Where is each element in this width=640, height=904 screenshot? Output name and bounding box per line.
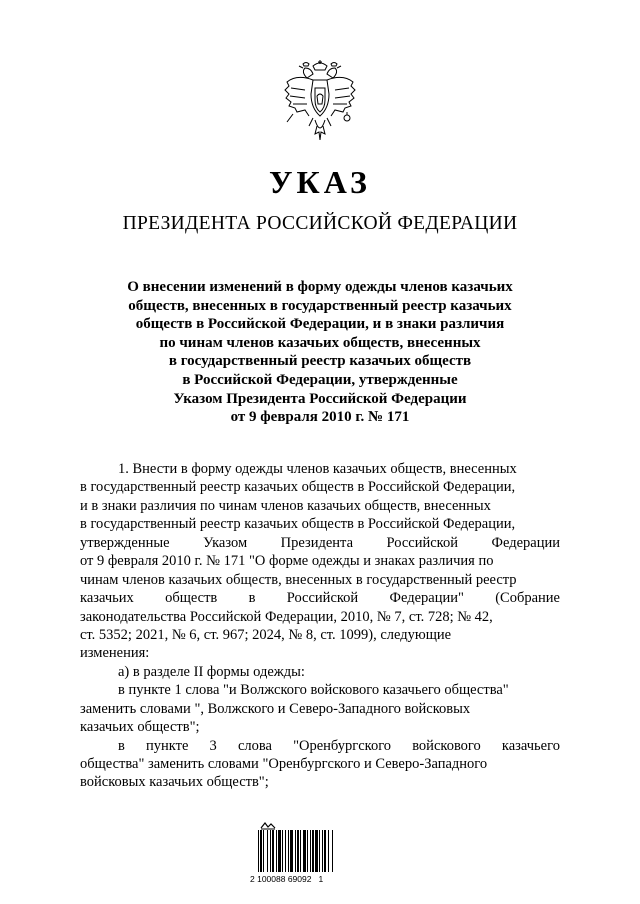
body-line: войсковых казачьих обществ"; — [80, 774, 269, 791]
body-line — [80, 589, 560, 607]
word: войскового — [412, 737, 481, 754]
word: Российской — [286, 590, 359, 607]
body-line: общества" заменить словами "Оренбургского и Северо-Западного — [80, 756, 488, 772]
decree-heading — [90, 278, 550, 427]
word: пункте — [146, 737, 189, 754]
word: казачьих — [80, 590, 134, 607]
body-line: чинам членов казачьих обществ, внесенных в государственный реестр — [80, 571, 517, 588]
heading-line: от 9 февраля 2010 г. № 171 — [230, 409, 410, 426]
body-line: законодательства Российской Федерации, 2010, № 7, ст. 728; № 42, — [80, 608, 493, 625]
body-line: 1. Внести в форму одежды членов казачьих обществ, внесенных — [118, 461, 517, 477]
body-line — [80, 737, 560, 755]
body-line: и в знаки различия по чинам членов казачьих обществ, внесенных — [80, 497, 491, 514]
heading-line: обществ в Российской Федерации, и в знаки различия — [135, 316, 505, 333]
word: в — [248, 590, 256, 607]
heading-line: в Российской Федерации, утвержденные — [182, 371, 458, 388]
heading-line: в государственный реестр казачьих обществ — [168, 353, 472, 370]
body-line: ст. 5352; 2021, № 6, ст. 967; 2024, № 8, ст. 1099), следующие — [80, 626, 452, 643]
body-line: в государственный реестр казачьих обществ в Российской Федерации, — [80, 479, 516, 496]
printing-house-logo-icon — [260, 822, 276, 830]
heading-line: О внесении изменений в форму одежды членов казачьих — [127, 279, 513, 295]
word: Федерации — [491, 534, 560, 551]
word: Российской — [386, 534, 458, 551]
heading-line: по чинам членов казачьих обществ, внесенных — [159, 334, 481, 351]
word: утвержденные — [80, 534, 170, 551]
heading-line: обществ, внесенных в государственный реестр казачьих — [128, 297, 512, 314]
body-line: в государственный реестр казачьих обществ в Российской Федерации, — [80, 516, 516, 533]
body-line: изменения: — [80, 645, 150, 662]
barcode-area — [250, 822, 360, 882]
decree-body — [80, 460, 560, 792]
body-line — [80, 534, 560, 552]
body-line: а) в разделе II формы одежды: — [118, 663, 305, 680]
body-line: от 9 февраля 2010 г. № 171 "О форме одежды и знаках различия по — [80, 553, 494, 570]
word: 3 — [209, 737, 217, 754]
word: в — [118, 737, 125, 754]
word: слова — [237, 737, 272, 754]
barcode-icon — [258, 830, 352, 872]
russian-coat-of-arms-icon — [283, 60, 357, 146]
document-title: УКАЗ — [269, 164, 371, 200]
heading-line: Указом Президента Российской Федерации — [173, 390, 467, 407]
body-line: казачьих обществ"; — [80, 719, 200, 736]
body-line: заменить словами ", Волжского и Северо-Западного войсковых — [80, 700, 471, 717]
word: Указом — [203, 534, 248, 551]
document-subtitle: ПРЕЗИДЕНТА РОССИЙСКОЙ ФЕДЕРАЦИИ — [122, 213, 518, 234]
word: "Оренбургского — [293, 737, 392, 754]
word: (Собрание — [495, 590, 560, 607]
word: обществ — [165, 590, 218, 607]
barcode-number: 2 100088 69092 1 — [250, 874, 324, 884]
body-line: в пункте 1 слова "и Волжского войскового казачьего общества" — [118, 682, 509, 699]
word: казачьего — [501, 737, 560, 754]
word: Президента — [280, 534, 354, 551]
word: Федерации" — [389, 590, 464, 607]
